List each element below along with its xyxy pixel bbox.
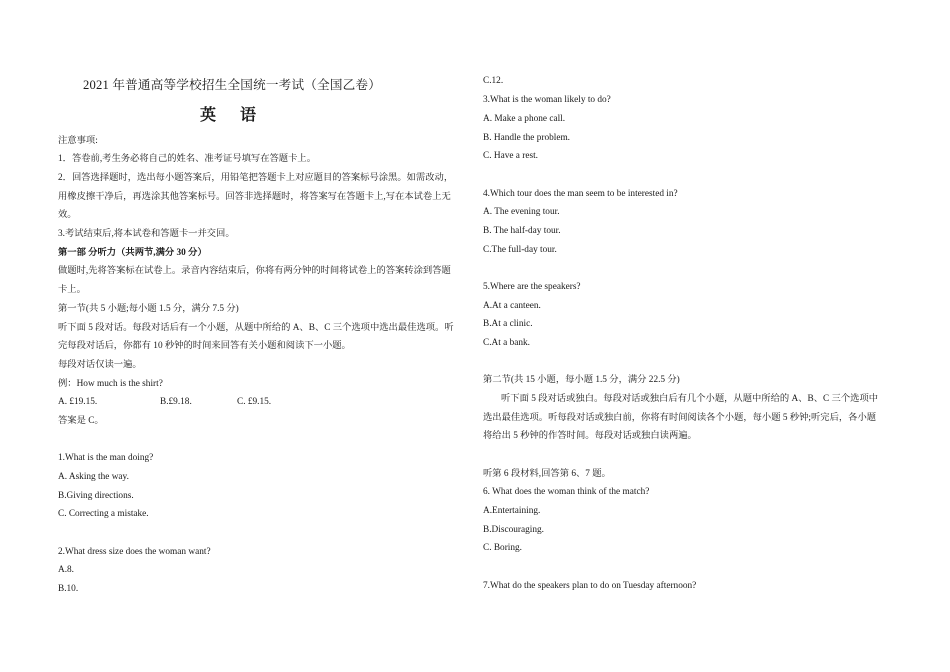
notes-heading: 注意事项: [58, 136, 98, 146]
exam-title: 2021 年普通高等学校招生全国统一考试（全国乙卷） [83, 78, 382, 92]
section2-instruction-line-3: 将给出 5 秒钟的作答时间。每段对话或独白读两遍。 [483, 431, 697, 441]
question-6-option-a: A.Entertaining. [483, 506, 541, 516]
question-1-option-c: C. Correcting a mistake. [58, 509, 149, 519]
question-3-option-c: C. Have a rest. [483, 151, 538, 161]
note-2-line-3: 效。 [58, 210, 77, 220]
question-1-option-a: A. Asking the way. [58, 472, 129, 482]
question-1: 1.What is the man doing? [58, 453, 154, 463]
question-2-option-b: B.10. [58, 584, 79, 594]
material-6-intro: 听第 6 段材料,回答第 6、7 题。 [483, 469, 611, 479]
question-5-option-c: C.At a bank. [483, 338, 530, 348]
section2-heading: 第二节(共 15 小题，每小题 1.5 分，满分 22.5 分) [483, 375, 680, 385]
example-question: 例：How much is the shirt? [58, 379, 163, 389]
question-6-option-b: B.Discouraging. [483, 525, 544, 535]
example-answer: 答案是 C。 [58, 416, 104, 426]
question-6: 6. What does the woman think of the match? [483, 487, 650, 497]
question-3-option-a: A. Make a phone call. [483, 114, 566, 124]
example-option-a: A. £19.15. [58, 397, 98, 407]
part1-instruction-line-2: 卡上。 [58, 285, 86, 295]
note-3: 3.考试结束后,将本试卷和答题卡一并交回。 [58, 229, 235, 239]
question-4-option-c: C.The full-day tour. [483, 245, 557, 255]
question-5-option-b: B.At a clinic. [483, 319, 533, 329]
section2-instruction-line-2: 选出最佳选项。听每段对话或独白前，你将有时间阅读各个小题，每小题 5 秒钟;听完后，各小题 [483, 413, 877, 423]
subject-title: 英 语 [200, 107, 267, 124]
question-2-option-c: C.12. [483, 76, 504, 86]
note-1: 1．答卷前,考生务必将自己的姓名、准考证号填写在答题卡上。 [58, 154, 316, 164]
part1-heading: 第一部 分听力（共两节,满分 30 分） [58, 248, 207, 258]
question-7: 7.What do the speakers plan to do on Tuesday afternoon? [483, 581, 697, 591]
question-2: 2.What dress size does the woman want? [58, 547, 211, 557]
section1-heading: 第一节(共 5 小题;每小题 1.5 分，满分 7.5 分) [58, 304, 239, 314]
question-4-option-a: A. The evening tour. [483, 207, 560, 217]
question-2-option-a: A.8. [58, 565, 75, 575]
question-4: 4.Which tour does the man seem to be interested in? [483, 189, 678, 199]
question-6-option-c: C. Boring. [483, 543, 522, 553]
question-5-option-a: A.At a canteen. [483, 301, 541, 311]
note-2-line-1: 2．回答选择题时，选出每小题答案后，用铅笔把答题卡上对应题目的答案标号涂黑。如需改动， [58, 173, 454, 183]
question-3-option-b: B. Handle the problem. [483, 133, 571, 143]
question-1-option-b: B.Giving directions. [58, 491, 134, 501]
section2-instruction-line-1: 听下面 5 段对话或独白。每段对话或独白后有几个小题，从题中所给的 A、B、C 三个选项中 [501, 394, 879, 404]
question-4-option-b: B. The half-day tour. [483, 226, 561, 236]
example-option-c: C. £9.15. [237, 397, 272, 407]
question-3: 3.What is the woman likely to do? [483, 95, 611, 105]
section1-instruction-line-2: 完每段对话后，你都有 10 秒钟的时间来回答有关小题和阅读下一小题。 [58, 341, 351, 351]
question-5: 5.Where are the speakers? [483, 282, 581, 292]
section1-instruction-line-3: 每段对话仅读一遍。 [58, 360, 142, 370]
note-2-line-2: 用橡皮擦干净后，再选涂其他答案标号。回答非选择题时，将答案写在答题卡上,写在本试卷上无 [58, 192, 451, 202]
example-option-b: B.£9.18. [160, 397, 192, 407]
section1-instruction-line-1: 听下面 5 段对话。每段对话后有一个小题，从题中所给的 A、B、C 三个选项中选出最佳选项。听 [58, 323, 454, 333]
part1-instruction-line-1: 做题时,先将答案标在试卷上。录音内容结束后，你将有两分钟的时间将试卷上的答案转涂到答题 [58, 266, 451, 276]
